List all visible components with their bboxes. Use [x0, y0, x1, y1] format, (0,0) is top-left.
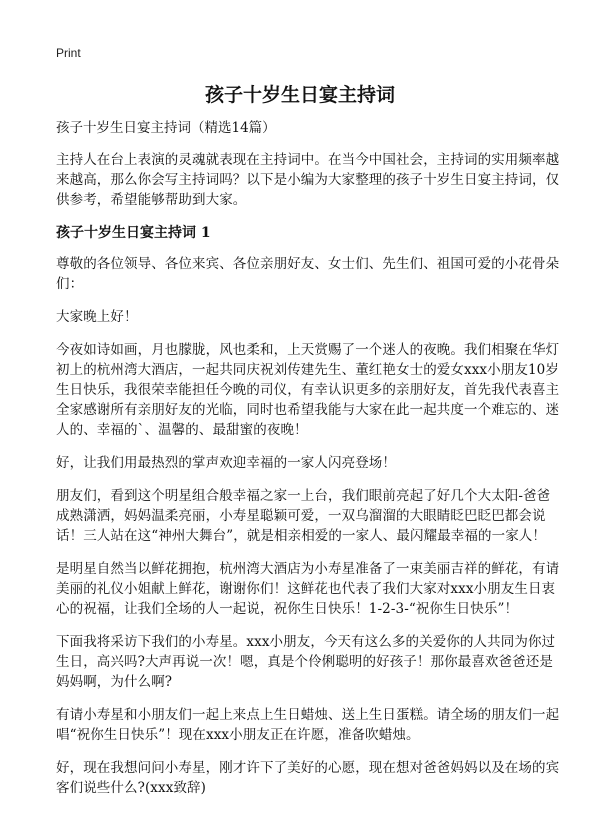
paragraph-welcome-family: 好，让我们用最热烈的掌声欢迎幸福的一家人闪亮登场！	[56, 455, 396, 471]
paragraph-good-evening: 大家晚上好！	[56, 309, 138, 325]
paragraph-happy-family: 朋友们，看到这个明星组合般幸福之家一上台，我们眼前亮起了好几个大太阳-爸爸成熟潇洒，妈妈温柔亮丽，小寿星聪颖可爱，一双乌溜溜的大眼睛眨巴眨巴都会说话！三人站在这“神州大舞台”，就是相亲相爱的一家人、最闪耀最幸福的一家人！	[56, 488, 551, 544]
paragraph-candles: 有请小寿星和小朋友们一起上来点上生日蜡烛、送上生日蛋糕。请全场的朋友们一起唱“祝你生日快乐”！现在xxx小朋友正在许愿，准备吹蜡烛。	[56, 707, 560, 743]
document-subtitle: 孩子十岁生日宴主持词（精选14篇）	[56, 120, 276, 136]
paragraph-opening: 今夜如诗如画，月也朦胧，风也柔和，上天赏赐了一个迷人的夜晚。我们相聚在华灯初上的杭州湾大酒店，一起共同庆祝刘传建先生、董红艳女士的爱女xxx小朋友10岁生日快乐，我很荣幸能担任今晚的司仪，有幸认识更多的亲朋好友，首先我代表喜主全家感谢所有亲朋好友的光临，同时也希望我能与大家在此一起共度一个难忘的、迷人的、幸福的`、温馨的、最甜蜜的夜晚！	[56, 342, 560, 438]
paragraph-greeting-audience: 尊敬的各位领导、各位来宾、各位亲朋好友、女士们、先生们、祖国可爱的小花骨朵们：	[56, 256, 560, 292]
section-heading: 孩子十岁生日宴主持词 1	[56, 225, 211, 241]
intro-paragraph: 主持人在台上表演的灵魂就表现在主持词中。在当今中国社会，主持词的实用频率越来越高，那么你会写主持词吗？以下是小编为大家整理的孩子十岁生日宴主持词，仅供参考，希望能够帮助到大家。	[56, 152, 560, 208]
paragraph-wish: 好，现在我想问问小寿星，刚才许下了美好的心愿，现在想对爸爸妈妈以及在场的宾客们说些什么?(xxx致辞)	[56, 760, 560, 796]
page-title: 孩子十岁生日宴主持词	[204, 84, 395, 106]
print-link[interactable]: Print	[56, 46, 81, 60]
paragraph-interview: 下面我将采访下我们的小寿星。xxx小朋友，今天有这么多的关爱你的人共同为你过生日，高兴吗?大声再说一次！嗯，真是个伶俐聪明的好孩子！那你最喜欢爸爸还是妈妈啊，为什么啊?	[56, 634, 556, 690]
paragraph-flowers: 是明星自然当以鲜花拥抱，杭州湾大酒店为小寿星准备了一束美丽吉祥的鲜花，有请美丽的礼仪小姐献上鲜花，谢谢你们！这鲜花也代表了我们大家对xxx小朋友生日衷心的祝福，让我们全场的人一起说，祝你生日快乐！1-2-3-“祝你生日快乐”！	[56, 561, 560, 617]
document-body	[56, 118, 560, 811]
